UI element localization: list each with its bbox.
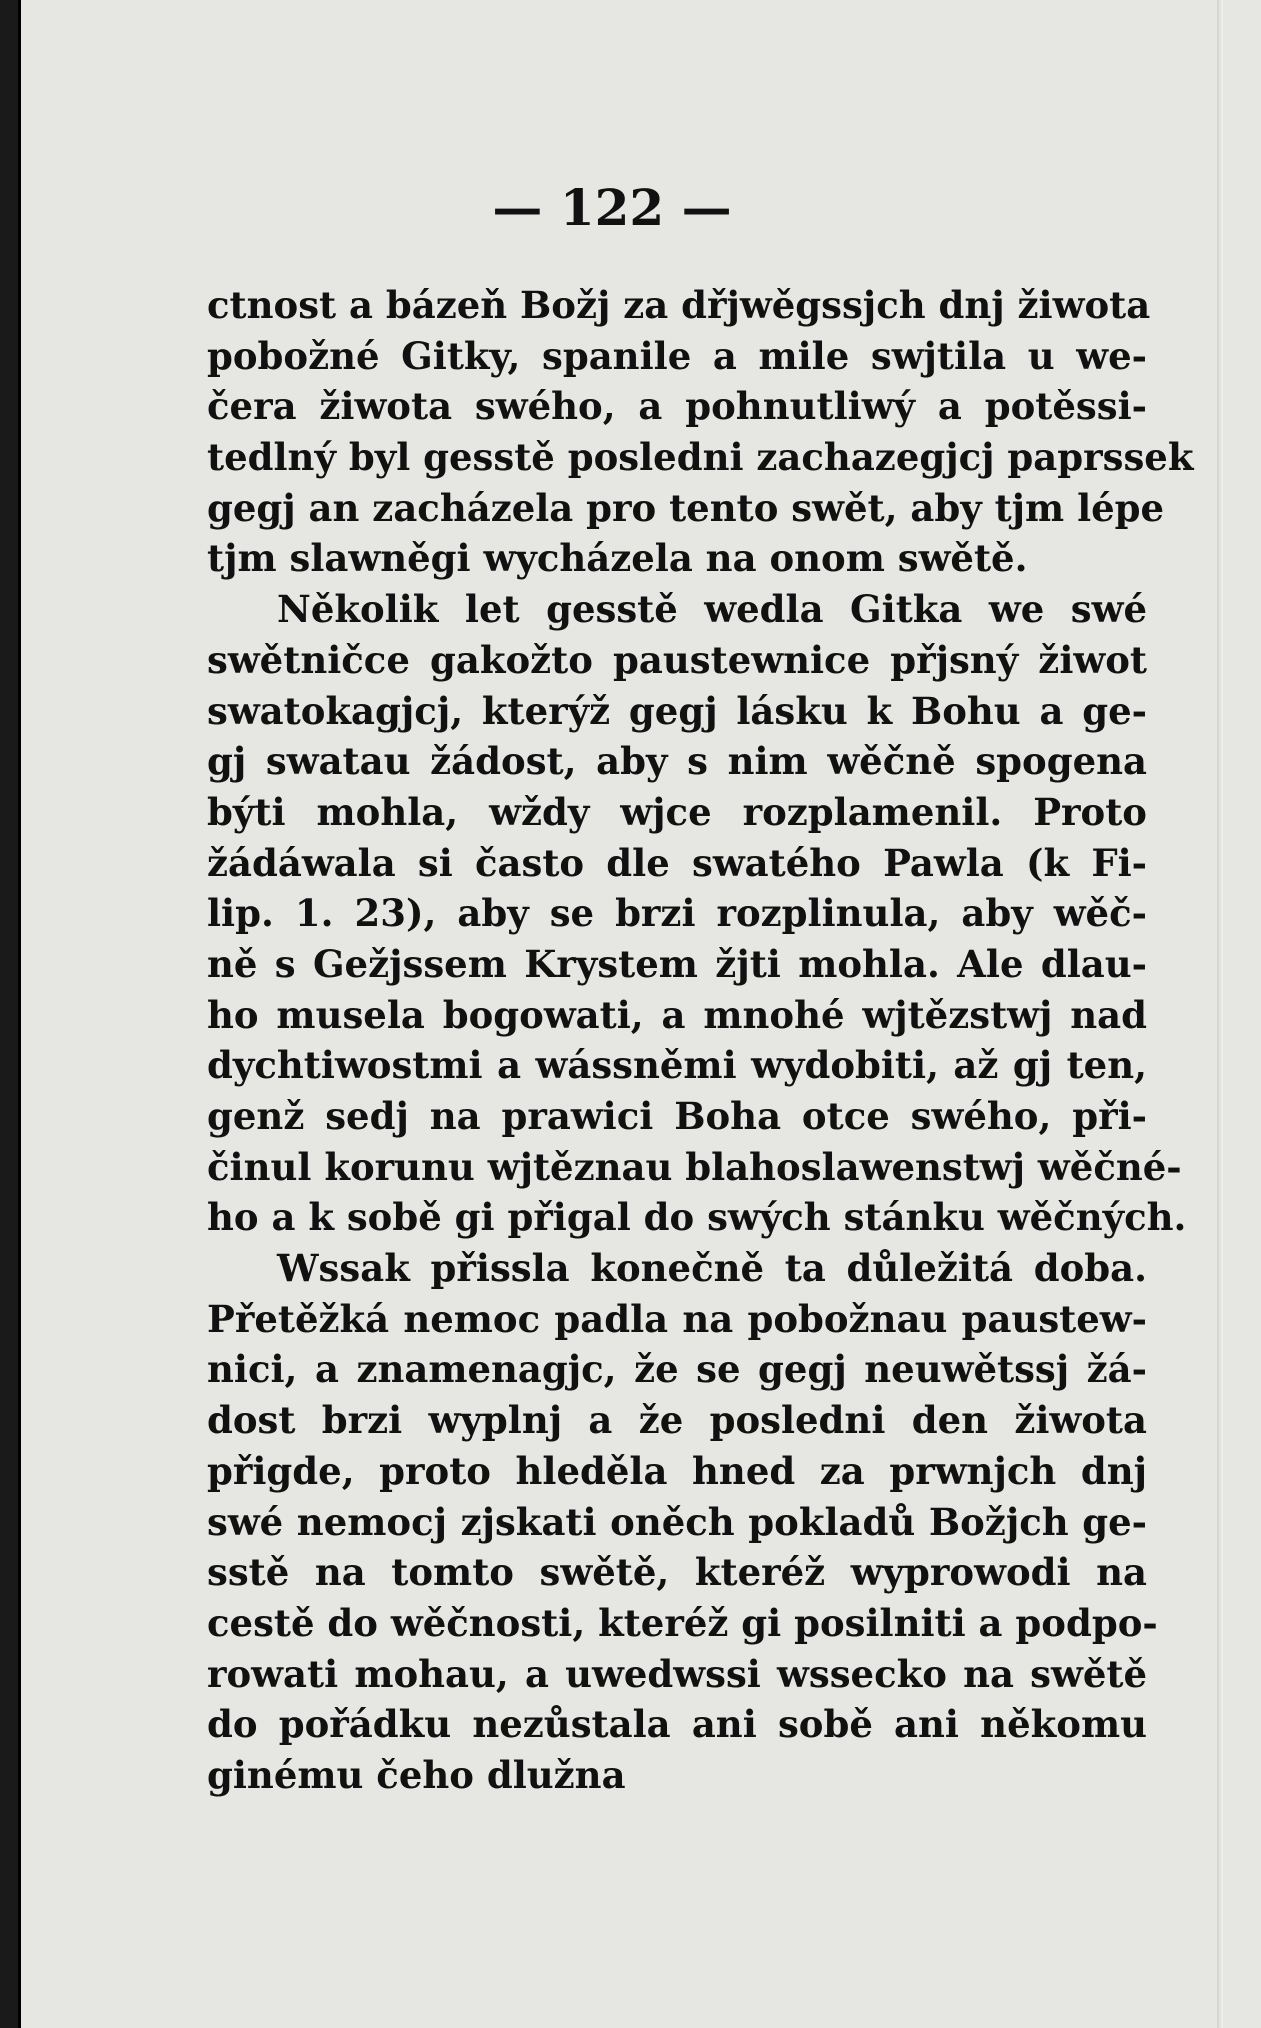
page-fold-edge — [1217, 0, 1223, 2028]
text-line: býti mohla, wždy wjce rozplamenil. Proto — [207, 789, 1147, 834]
text-line: ginému čeho dlužna — [207, 1752, 626, 1797]
text-line: činul korunu wjtěznau blahoslawenstwj wěčné- — [207, 1144, 1182, 1189]
text-line: Wssak přissla konečně ta důležitá doba. — [277, 1246, 1147, 1291]
text-line: tjm slawněgi wycházela na onom swětě. — [207, 536, 1028, 581]
text-line: ho musela bogowati, a mnohé wjtězstwj nad — [207, 992, 1147, 1037]
text-line: ctnost a bázeň Božj za dřjwěgssjch dnj žiwota — [207, 283, 1151, 327]
text-line: swé nemocj zjskati oněch pokladů Božjch ge- — [207, 1499, 1147, 1544]
text-line: rowati mohau, a uwedwssi wssecko na swětě — [207, 1651, 1147, 1696]
text-line: Přetěžká nemoc padla na pobožnau paustew- — [207, 1296, 1147, 1341]
text-line: sstě na tomto swětě, kteréž wyprowodi na — [207, 1550, 1147, 1595]
text-line: nici, a znamenagjc, že se gegj neuwětssj žá- — [207, 1347, 1147, 1392]
text-line: gj swatau žádost, aby s nim wěčně spogena — [207, 739, 1147, 784]
text-line: lip. 1. 23), aby se brzi rozplinula, aby wěč- — [207, 891, 1147, 936]
text-line: genž sedj na prawici Boha otce swého, při- — [207, 1094, 1147, 1138]
text-line: přigde, proto hleděla hned za prwnjch dnj — [207, 1448, 1147, 1493]
text-line: do pořádku nezůstala ani sobě ani někomu — [207, 1702, 1147, 1747]
text-line: gegj an zacházela pro tento swět, aby tjm lépe — [207, 485, 1165, 530]
text-line: pobožné Gitky, spanile a mile swjtila u we- — [207, 333, 1147, 378]
text-line: swatokagjcj, kterýž gegj lásku k Bohu a ge- — [207, 688, 1147, 733]
page-number: — 122 — — [492, 178, 732, 237]
text-line: Několik let gesstě wedla Gitka we swé — [277, 587, 1147, 632]
book-page — [18, 0, 1261, 2028]
text-line: dychtiwostmi a wássněmi wydobiti, až gj ten, — [207, 1043, 1147, 1088]
text-line: cestě do wěčnosti, kteréž gi posilniti a podpo- — [207, 1600, 1158, 1645]
text-line: dost brzi wyplnj a že posledni den žiwota — [207, 1398, 1147, 1443]
page-body-text — [207, 280, 1194, 1801]
text-line: ně s Gežjssem Krystem žjti mohla. Ale dlau- — [207, 941, 1147, 986]
text-line: swětničce gakožto paustewnice přjsný žiwot — [207, 637, 1147, 682]
text-line: žádáwala si často dle swatého Pawla (k Fi- — [207, 840, 1147, 885]
text-line: ho a k sobě gi přigal do swých stánku wěčných. — [207, 1195, 1187, 1240]
text-line: čera žiwota swého, a pohnutliwý a potěssi- — [207, 384, 1147, 429]
text-line: tedlný byl gesstě posledni zachazegjcj paprssek — [207, 435, 1194, 480]
